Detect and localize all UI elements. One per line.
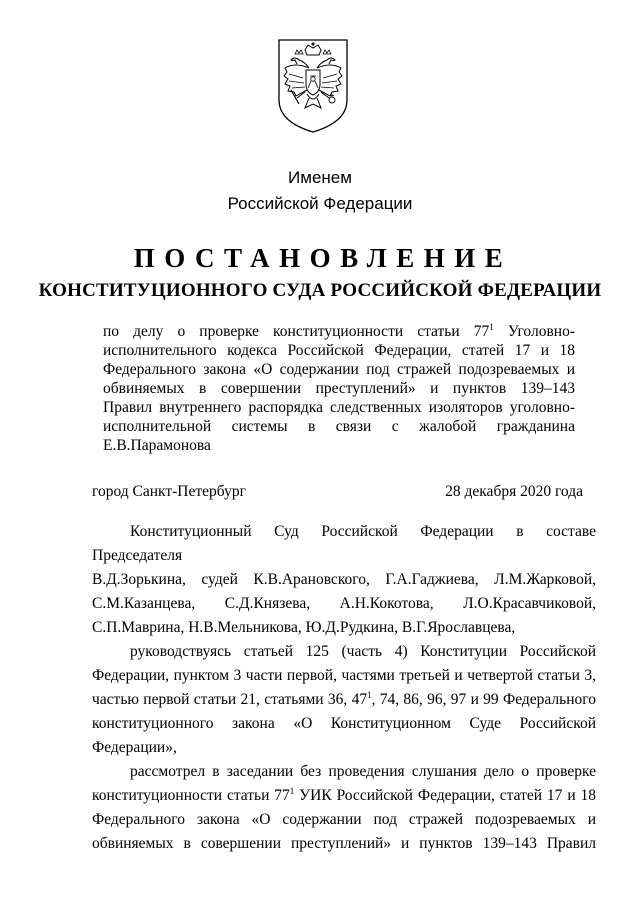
case-line (103, 322, 575, 341)
superscript: 1 (489, 322, 494, 332)
case-line: Е.В.Парамонова (103, 437, 211, 454)
case-text: по делу о проверке конституционности статьи 77 (103, 323, 490, 340)
body-line (92, 688, 596, 712)
body-line: Федерации, пунктом 3 части первой, частями третьей и четвертой статьи 3, (92, 667, 596, 684)
date: 28 декабря 2020 года (445, 483, 583, 500)
document-subtitle: КОНСТИТУЦИОННОГО СУДА РОССИЙСКОЙ ФЕДЕРАЦИИ (38, 280, 602, 301)
coat-of-arms-icon (277, 38, 349, 134)
body-line: конституционного закона «О Конституционном Суде Российской Федерации», (92, 715, 596, 756)
body-text-span: частью первой статьи 21, статьями 36, 47 (92, 691, 368, 708)
case-line: Федерального закона «О содержании под стражей подозреваемых и (103, 361, 575, 378)
body-line (92, 784, 596, 808)
case-line: исполнительного кодекса Российской Федерации, статей 17 и 18 (103, 342, 575, 359)
name-line-1: Именем (288, 168, 352, 187)
case-text: Уголовно- (493, 323, 575, 340)
body-line: С.П.Маврина, Н.В.Мельникова, Ю.Д.Рудкина, В.Г.Ярославцева, (92, 619, 516, 636)
case-line: исполнительной системы в связи с жалобой гражданина (103, 418, 575, 435)
body-text (92, 520, 596, 856)
body-text-span: конституционности статьи 77 (92, 787, 290, 804)
place: город Санкт-Петербург (92, 483, 246, 500)
case-line: Правил внутреннего распорядка следственных изоляторов уголовно- (103, 399, 575, 416)
name-line-2: Российской Федерации (227, 194, 413, 213)
body-text-span: УИК Российской Федерации, статей 17 и 18 (294, 787, 596, 804)
case-description (103, 322, 575, 455)
body-line: В.Д.Зорькина, судей К.В.Арановского, Г.А.Гаджиева, Л.М.Жарковой, (92, 571, 596, 588)
case-line: обвиняемых в совершении преступлений» и пунктов 139–143 (103, 380, 575, 397)
body-line: С.М.Казанцева, С.Д.Князева, А.Н.Кокотова, Л.О.Красавчиковой, (92, 595, 596, 612)
body-line: Федерального закона «О содержании под стражей подозреваемых и (92, 811, 596, 828)
document-title: ПОСТАНОВЛЕНИЕ (133, 243, 513, 273)
superscript: 1 (289, 786, 295, 796)
body-line: руководствуясь статьей 125 (часть 4) Конституции Российской (130, 643, 596, 660)
body-line: Конституционный Суд Российской Федерации в составе Председателя (92, 523, 596, 564)
body-line: обвиняемых в совершении преступлений» и пунктов 139–143 Правил (92, 835, 596, 852)
superscript: 1 (367, 690, 372, 700)
body-text-span: , 74, 86, 96, 97 и 99 Федерального (371, 691, 596, 708)
body-line: рассмотрел в заседании без проведения слушания дело о проверке (130, 763, 596, 780)
